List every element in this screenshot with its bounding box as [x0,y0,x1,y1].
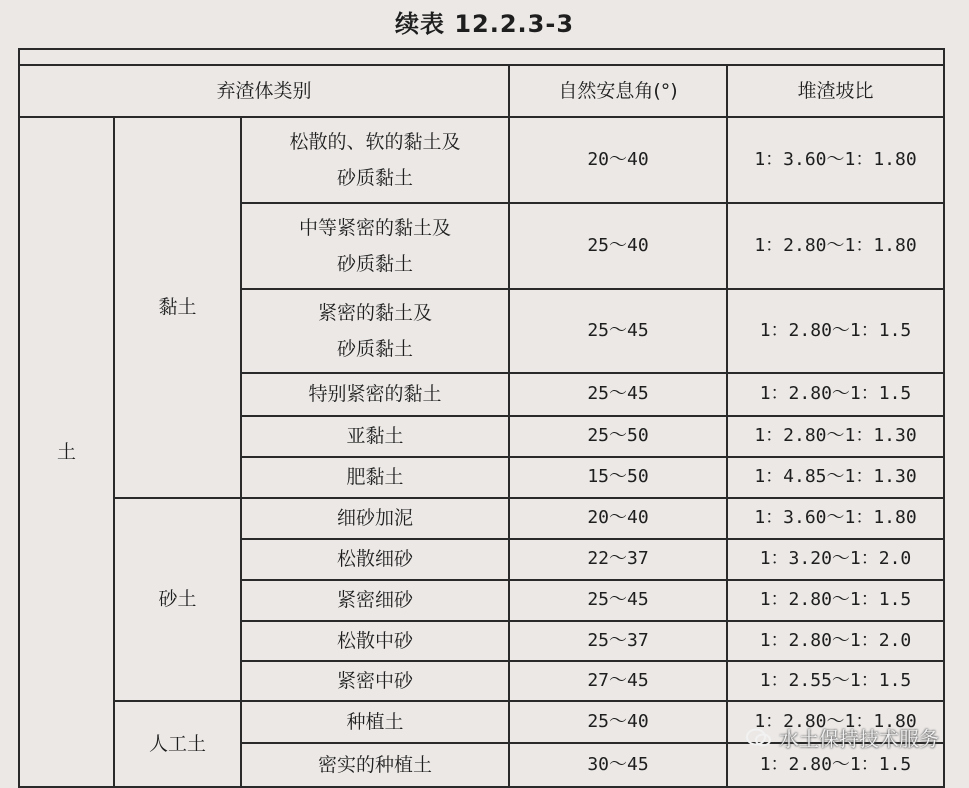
soil-type: 紧密细砂 [241,580,509,621]
slope-value: 1：2.80～1：1.5 [727,289,944,373]
soil-type-line1: 紧密的黏土及 [317,301,432,324]
group-soil: 土 [19,117,114,787]
slope-value: 1：4.85～1：1.30 [727,457,944,498]
angle-value: 15～50 [509,457,727,498]
top-rule [19,49,944,65]
soil-type [241,117,509,203]
watermark [745,723,939,752]
soil-type-line2: 砂质黏土 [336,253,413,275]
angle-value: 25～45 [509,373,727,416]
soil-type: 紧密中砂 [241,661,509,701]
soil-type [241,289,509,373]
slope-value: 1：2.80～1：1.80 [727,701,944,743]
slope-value: 1：3.60～1：1.80 [727,498,944,539]
angle-value: 25～37 [509,621,727,661]
angle-value: 25～40 [509,203,727,289]
soil-type-line1: 中等紧密的黏土及 [298,216,451,239]
header-category: 弃渣体类别 [19,65,509,117]
header-row [19,65,944,117]
slope-value: 1：2.55～1：1.5 [727,661,944,701]
angle-value: 25～40 [509,701,727,743]
soil-type [241,203,509,289]
soil-type: 肥黏土 [241,457,509,498]
subgroup-artificial: 人工土 [114,701,241,787]
slope-value: 1：3.20～1：2.0 [727,539,944,580]
subgroup-clay: 黏土 [114,117,241,498]
soil-type: 特别紧密的黏土 [241,373,509,416]
slope-value: 1：2.80～1：1.5 [727,580,944,621]
soil-type-line1: 松散的、软的黏土及 [289,130,461,153]
angle-value: 25～45 [509,580,727,621]
angle-value: 25～50 [509,416,727,457]
angle-value: 25～45 [509,289,727,373]
slope-table [18,48,945,788]
soil-type: 细砂加泥 [241,498,509,539]
soil-type-line2: 砂质黏土 [336,338,413,360]
angle-value: 20～40 [509,498,727,539]
wechat-icon [745,727,773,749]
slope-value: 1：2.80～1：1.80 [727,203,944,289]
angle-value: 20～40 [509,117,727,203]
table-row [19,117,944,203]
header-angle: 自然安息角(°) [509,65,727,117]
header-slope: 堆渣坡比 [727,65,944,117]
slope-value: 1：2.80～1：1.5 [727,373,944,416]
angle-value: 27～45 [509,661,727,701]
watermark-text: 水土保持技术服务 [779,727,939,751]
slope-value: 1：2.80～1：1.30 [727,416,944,457]
table-title: 续表 12.2.3-3 [394,10,575,38]
soil-type: 亚黏土 [241,416,509,457]
subgroup-sand: 砂土 [114,498,241,701]
soil-type: 种植土 [241,701,509,743]
soil-type: 松散中砂 [241,621,509,661]
table-row [19,498,944,539]
slope-value: 1：2.80～1：1.5 [727,743,944,787]
soil-type: 密实的种植土 [241,743,509,787]
slope-value: 1：2.80～1：2.0 [727,621,944,661]
soil-type: 松散细砂 [241,539,509,580]
angle-value: 22～37 [509,539,727,580]
angle-value: 30～45 [509,743,727,787]
soil-type-line2: 砂质黏土 [336,167,413,189]
slope-value: 1：3.60～1：1.80 [727,117,944,203]
